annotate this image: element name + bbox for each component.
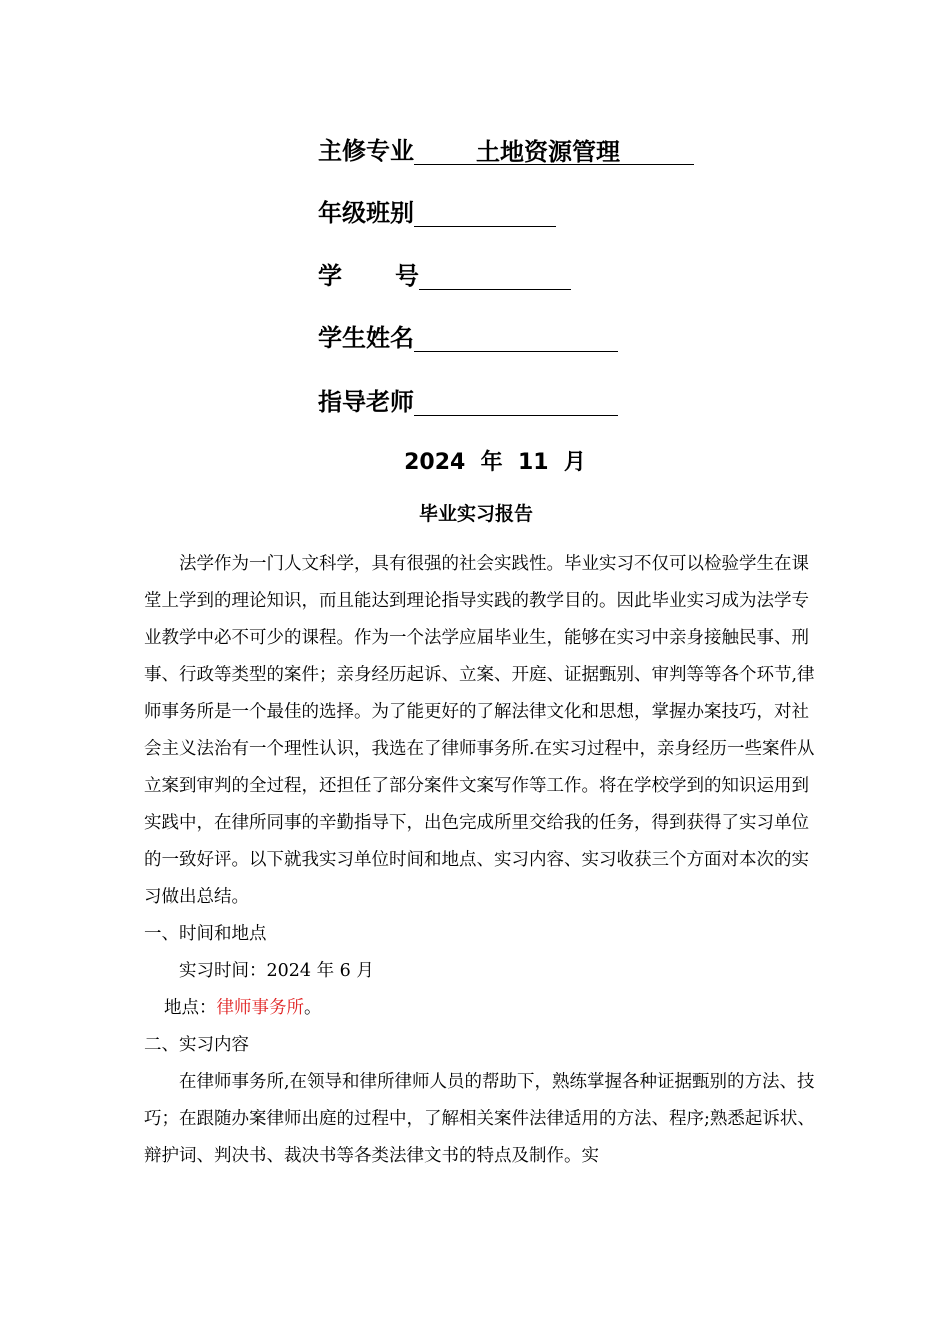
intro-paragraph: 法学作为一门人文科学，具有很强的社会实践性。毕业实习不仅可以检验学生在课堂上学到的理论知识，而且能达到理论指导实践的教学目的。因此毕业实习成为法学专业教学中必不可少的课程。作为一个法学应届毕业生，能够在实习中亲身接触民事、刑事、行政等类型的案件；亲身经历起诉、立案、开庭、证据甄别、审判等等各个环节,律师事务所是一个最佳的选择。为了能更好的了解法律文化和思想，掌握办案技巧，对社会主义法治有一个理性认识，我选在了律师事务所.在实习过程中，亲身经历一些案件从立案到审判的全过程，还担任了部分案件文案写作等工作。将在学校学到的知识运用到实践中，在律所同事的辛勤指导下，出色完成所里交给我的任务，得到获得了实习单位的一致好评。以下就我实习单位时间和地点、实习内容、实习收获三个方面对本次的实习做出总结。: [144, 554, 815, 907]
student-name-label: 学生姓名: [318, 324, 414, 352]
place-label: 地点：: [164, 998, 217, 1018]
content-paragraph: 在律师事务所,在领导和律所律师人员的帮助下，熟练掌握各种证据甄别的方法、技巧；在跟随办案律师出庭的过程中，了解相关案件法律适用的方法、程序;熟悉起诉状、辩护词、判决书、裁决书等各类法律文书的特点及制作。实: [144, 1072, 815, 1166]
advisor-blank: [414, 389, 618, 416]
student-id-blank: [419, 263, 571, 290]
place-value: 律师事务所: [216, 998, 304, 1018]
advisor-field: [318, 387, 618, 417]
major-field: [318, 136, 694, 166]
section1-heading: 一、时间和地点: [144, 924, 267, 944]
student-id-field: [318, 261, 571, 291]
major-label: 主修专业: [318, 137, 414, 165]
grade-field: [318, 198, 556, 228]
place-line: [144, 990, 816, 1027]
grade-blank: [414, 200, 556, 227]
student-name-blank: [414, 325, 618, 352]
advisor-label: 指导老师: [318, 388, 414, 416]
major-value: 土地资源管理: [476, 138, 620, 166]
major-blank: [414, 138, 694, 165]
time-line: 实习时间：2024 年 6 月: [179, 961, 374, 981]
cover-date: 2024 年 11 月: [404, 450, 586, 475]
report-body: [144, 546, 816, 1175]
place-end: 。: [304, 998, 322, 1018]
student-id-label: 学 号: [318, 262, 419, 290]
report-title: 毕业实习报告: [418, 503, 533, 525]
section2-heading: 二、实习内容: [144, 1035, 249, 1055]
student-name-field: [318, 323, 618, 353]
grade-label: 年级班别: [318, 199, 414, 227]
